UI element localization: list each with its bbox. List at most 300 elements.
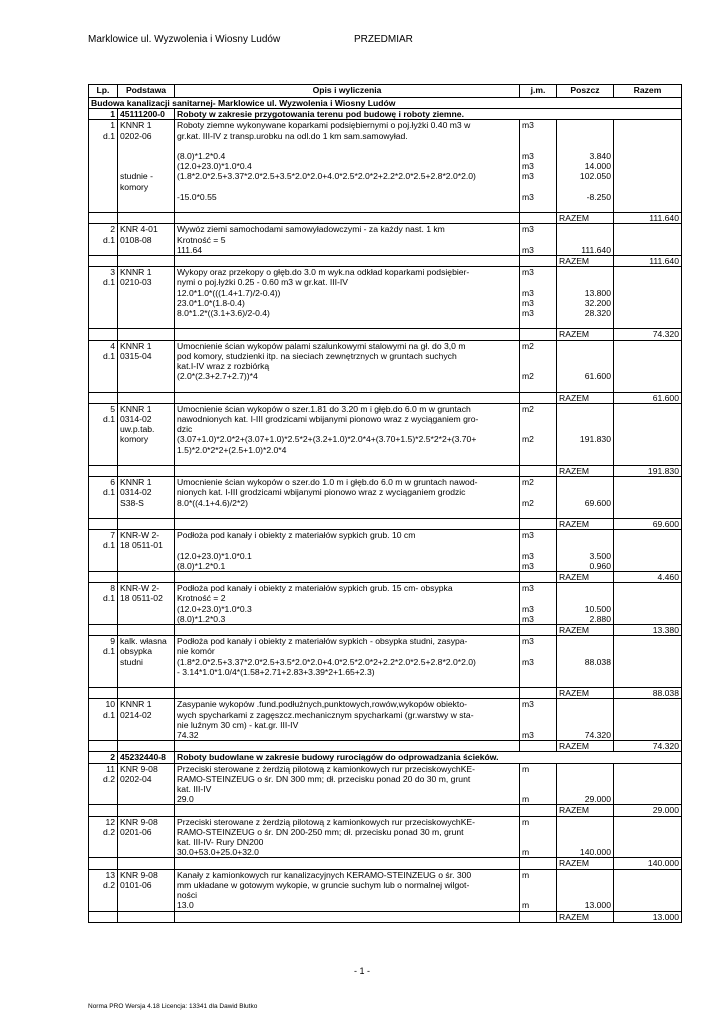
calc-jm: m3 xyxy=(522,730,534,741)
item-razem-cell xyxy=(614,120,682,213)
spacer xyxy=(177,540,517,550)
razem-label: RAZEM xyxy=(557,392,614,403)
item-lp-line: d.1 xyxy=(103,277,115,288)
razem-empty xyxy=(175,858,520,869)
item-podstawa xyxy=(118,816,175,858)
item-podstawa-line: KNR 9-08 xyxy=(120,869,158,880)
razem-row xyxy=(89,329,682,340)
spacer xyxy=(559,774,611,784)
razem-value: 61.600 xyxy=(614,392,682,403)
razem-label: RAZEM xyxy=(557,911,614,922)
item-lp-line: d.2 xyxy=(103,879,115,890)
calc-line: 74.32 xyxy=(177,730,199,741)
razem-row xyxy=(89,519,682,530)
item-description-line: Umocnienie ścian wykopów o szer.1.81 do 3.20 m i głęb.do 6.0 m w gruntach xyxy=(177,403,471,414)
item-description-line: mm układane w gotowym wykopie, w gruncie suchym lub o normalnej wilgot- xyxy=(177,879,470,890)
calc-jm: m xyxy=(522,847,530,858)
item-lp-line: d.1 xyxy=(103,130,115,141)
item-description-line: wych spycharkami z zagęszcz.mechanicznym spycharkami (gr.warstwy w sta- xyxy=(177,709,474,720)
spacer xyxy=(522,890,554,900)
razem-value: 111.640 xyxy=(614,213,682,224)
section-number: 1 xyxy=(89,109,118,120)
item-lp xyxy=(89,477,118,519)
calc-value: 13.000 xyxy=(584,900,611,911)
item-lp xyxy=(89,224,118,256)
item-poszcz xyxy=(557,636,614,688)
spacer xyxy=(522,131,554,141)
spacer xyxy=(522,593,554,603)
item-podstawa xyxy=(118,583,175,625)
item-jm-line: m3 xyxy=(522,224,534,235)
item-lp-line: 1 xyxy=(110,120,115,131)
calc-jm: m3 xyxy=(522,287,534,298)
col-header-razem: Razem xyxy=(614,85,682,98)
item-row xyxy=(89,340,682,392)
razem-empty xyxy=(175,911,520,922)
razem-empty xyxy=(118,519,175,530)
calc-jm: m3 xyxy=(522,560,534,571)
spacer xyxy=(559,699,611,709)
razem-value: 140.000 xyxy=(614,858,682,869)
item-podstawa-line: komory xyxy=(120,434,149,445)
item-description-line: Podłoża pod kanały i obiekty z materiałów sypkich grub. 10 cm xyxy=(177,530,416,541)
item-podstawa-line: S38-S xyxy=(120,497,144,508)
item-description-line: nie luźnym 30 cm) - kat.gr. III-IV xyxy=(177,719,299,730)
item-poszcz xyxy=(557,530,614,572)
calc-line: 8.0*1.2*((3.1+3.6)/2-0.4) xyxy=(177,308,270,319)
item-row xyxy=(89,120,682,213)
item-podstawa-line: 18 0511-01 xyxy=(120,540,163,551)
razem-empty xyxy=(89,256,118,267)
calc-jm: m3 xyxy=(522,603,534,614)
item-podstawa-line: KNNR 1 xyxy=(120,340,152,351)
section-title: Roboty budowlane w zakresie budowy rurociągów do odprowadzania ścieków. xyxy=(175,752,682,763)
item-description-line: kat. III-IV xyxy=(177,784,212,795)
item-podstawa-line: KNR 4-01 xyxy=(120,224,158,235)
item-jm-line: m3 xyxy=(522,267,534,278)
item-podstawa-line: 0202-04 xyxy=(120,773,152,784)
spacer xyxy=(522,318,554,328)
item-podstawa-line: 0315-04 xyxy=(120,350,152,361)
item-lp xyxy=(89,636,118,688)
item-lp-line: 10 xyxy=(105,699,115,710)
item-lp-line: 12 xyxy=(105,816,115,827)
razem-empty xyxy=(118,256,175,267)
razem-empty xyxy=(118,625,175,636)
col-header-poszcz: Poszcz xyxy=(557,85,614,98)
item-description xyxy=(175,477,520,519)
calc-jm: m3 xyxy=(522,308,534,318)
razem-label: RAZEM xyxy=(557,466,614,477)
razem-empty xyxy=(175,741,520,752)
item-description xyxy=(175,340,520,392)
item-description xyxy=(175,763,520,805)
item-jm-line: m xyxy=(522,816,530,827)
item-description-line: Podłoża pod kanały i obiekty z materiałów sypkich grub. 15 cm- obsypka xyxy=(177,583,453,594)
title-row xyxy=(89,98,682,109)
item-lp-line: d.1 xyxy=(103,487,115,498)
item-poszcz xyxy=(557,224,614,256)
item-poszcz xyxy=(557,763,614,805)
license-footer: Norma PRO Wersja 4.18 Licencja: 13341 dla Dawid Blutko xyxy=(88,1003,258,1010)
item-podstawa xyxy=(118,763,175,805)
razem-label: RAZEM xyxy=(557,688,614,699)
item-razem-cell xyxy=(614,869,682,911)
item-podstawa-line: KNNR 1 xyxy=(120,699,152,710)
item-lp xyxy=(89,267,118,329)
spacer xyxy=(522,540,554,550)
spacer xyxy=(559,508,611,518)
spacer xyxy=(559,202,611,212)
spacer xyxy=(522,351,554,361)
spacer xyxy=(559,341,611,351)
item-description-line: Przeciski sterowane z żerdzią pilotową z kamionkowych rur przeciskowychKE- xyxy=(177,816,476,827)
item-description-line: Roboty ziemne wykonywane koparkami podsiębiernymi o poj.łyżki 0.40 m3 w xyxy=(177,120,471,131)
spacer xyxy=(559,131,611,141)
razem-empty xyxy=(520,256,557,267)
razem-label: RAZEM xyxy=(557,213,614,224)
calc-line: 111.64 xyxy=(177,244,203,255)
razem-empty xyxy=(520,572,557,583)
razem-value: 74.320 xyxy=(614,741,682,752)
razem-empty xyxy=(175,805,520,816)
item-description xyxy=(175,403,520,465)
calc-jm: m xyxy=(522,900,530,911)
item-description-line: dzic xyxy=(177,424,193,435)
calc-value: 102.050 xyxy=(579,171,611,182)
razem-empty xyxy=(118,741,175,752)
item-jm xyxy=(520,699,557,741)
item-description xyxy=(175,869,520,911)
item-podstawa xyxy=(118,699,175,741)
item-podstawa xyxy=(118,530,175,572)
spacer xyxy=(120,151,172,161)
razem-empty xyxy=(89,805,118,816)
spacer xyxy=(559,720,611,730)
calc-jm: m3 xyxy=(522,613,534,624)
razem-label: RAZEM xyxy=(557,805,614,816)
item-poszcz xyxy=(557,699,614,741)
calc-value: 13.800 xyxy=(584,287,611,298)
item-razem-cell xyxy=(614,403,682,465)
item-lp-line: d.1 xyxy=(103,350,115,361)
item-description xyxy=(175,816,520,858)
item-razem-cell xyxy=(614,477,682,519)
item-row xyxy=(89,267,682,329)
razem-empty xyxy=(89,329,118,340)
spacer xyxy=(559,784,611,794)
item-description xyxy=(175,120,520,213)
calc-line: (12.0+23.0)*1.0*0.4 xyxy=(177,161,252,172)
spacer xyxy=(522,784,554,794)
razem-label: RAZEM xyxy=(557,572,614,583)
item-podstawa xyxy=(118,477,175,519)
item-description-line: Umocnienie ścian wykopów o szer.do 1.0 m i głęb.do 6.0 m w gruntach nawod- xyxy=(177,477,478,488)
calc-jm: m3 xyxy=(522,161,534,172)
item-description xyxy=(175,636,520,688)
calc-value: 111.640 xyxy=(581,244,611,255)
item-row xyxy=(89,763,682,805)
razem-empty xyxy=(520,519,557,530)
razem-row xyxy=(89,688,682,699)
calc-jm: m3 xyxy=(522,244,534,255)
calc-line: (8.0)*1.2*0.3 xyxy=(177,613,226,624)
item-podstawa-line: 0210-03 xyxy=(120,277,152,288)
spacer xyxy=(559,277,611,287)
calc-line: (8.0)*1.2*0.1 xyxy=(177,560,226,571)
razem-row xyxy=(89,572,682,583)
razem-empty xyxy=(118,392,175,403)
calc-value: 61.600 xyxy=(584,371,611,382)
item-lp-line: d.1 xyxy=(103,646,115,657)
spacer xyxy=(559,710,611,720)
item-lp-line: 6 xyxy=(110,477,115,488)
item-lp-line: d.1 xyxy=(103,414,115,425)
calc-value: 88.038 xyxy=(584,656,611,667)
calc-jm: m3 xyxy=(522,550,534,561)
calc-value: -8.250 xyxy=(586,191,611,202)
item-row xyxy=(89,699,682,741)
razem-value: 13.000 xyxy=(614,911,682,922)
spacer xyxy=(559,827,611,837)
spacer xyxy=(559,593,611,603)
razem-row xyxy=(89,741,682,752)
razem-empty xyxy=(118,466,175,477)
razem-empty xyxy=(89,213,118,224)
item-jm-line: m3 xyxy=(522,530,534,541)
item-podstawa-line: 18 0511-02 xyxy=(120,593,163,604)
item-description-line: Krotność = 2 xyxy=(177,593,226,604)
item-jm-line: m3 xyxy=(522,636,534,647)
item-poszcz xyxy=(557,403,614,465)
calc-line: (12.0+23.0)*1.0*0.1 xyxy=(177,550,252,561)
item-lp-line: 11 xyxy=(106,763,115,774)
item-lp-line: d.1 xyxy=(103,234,115,245)
calc-value: 29.000 xyxy=(584,794,611,805)
spacer xyxy=(522,455,554,465)
razem-empty xyxy=(89,572,118,583)
spacer xyxy=(559,890,611,900)
item-razem-cell xyxy=(614,530,682,572)
item-jm xyxy=(520,816,557,858)
calc-line: 13.0 xyxy=(177,900,194,911)
item-jm-line: m2 xyxy=(522,340,534,351)
razem-empty xyxy=(175,392,520,403)
item-row xyxy=(89,477,682,519)
item-podstawa-line: KNNR 1 xyxy=(120,267,152,278)
item-podstawa-line: komory xyxy=(120,181,149,192)
calc-jm: m3 xyxy=(522,171,534,182)
item-podstawa-line: 0101-06 xyxy=(120,879,152,890)
calc-line: 23.0*1.0*(1.8-0.4) xyxy=(177,297,245,308)
item-podstawa-line: 0201-06 xyxy=(120,826,152,837)
razem-empty xyxy=(520,911,557,922)
item-poszcz xyxy=(557,816,614,858)
calc-jm: m2 xyxy=(522,434,534,445)
item-jm-line: m3 xyxy=(522,583,534,594)
razem-value: 13.380 xyxy=(614,625,682,636)
razem-empty xyxy=(89,466,118,477)
razem-empty xyxy=(118,688,175,699)
item-podstawa-line: KNNR 1 xyxy=(120,477,152,488)
spacer xyxy=(177,381,517,391)
spacer xyxy=(522,880,554,890)
calc-line: 8.0*((4.1+4.6)/2*2) xyxy=(177,497,248,508)
calc-value: 28.320 xyxy=(584,307,611,318)
razem-empty xyxy=(89,392,118,403)
spacer xyxy=(177,455,517,465)
spacer xyxy=(559,540,611,550)
item-podstawa xyxy=(118,636,175,688)
item-jm-line: m2 xyxy=(522,477,534,488)
calc-line: 30.0+53.0+25.0+32.0 xyxy=(177,847,259,858)
spacer xyxy=(559,870,611,880)
item-description-line: nymi o poj.łyżki 0.25 - 0.60 m3 w gr.kat. III-IV xyxy=(177,277,348,288)
item-description-line: nie komór xyxy=(177,646,215,657)
section-row xyxy=(89,109,682,120)
item-lp xyxy=(89,816,118,858)
item-description-line: RAMO-STEINZEUG o śr. DN 300 mm; dł. przecisku ponad 20 do 30 m, grunt xyxy=(177,773,471,784)
calc-line: 1.5)*2.0*2*2+(2.5+1.0)*2.0*4 xyxy=(177,444,287,455)
spacer xyxy=(559,445,611,455)
spacer xyxy=(559,667,611,677)
item-jm-line: m3 xyxy=(522,699,534,710)
calc-value: 3.500 xyxy=(589,550,611,561)
item-jm xyxy=(520,636,557,688)
spacer xyxy=(559,141,611,151)
spacer xyxy=(559,583,611,593)
razem-value: 29.000 xyxy=(614,805,682,816)
item-description xyxy=(175,699,520,741)
razem-row xyxy=(89,625,682,636)
item-poszcz xyxy=(557,583,614,625)
section-title: Roboty w zakresie przygotowania terenu pod budowę i roboty ziemne. xyxy=(175,109,682,120)
item-podstawa-line: KNR-W 2- xyxy=(120,583,160,594)
item-podstawa-line: studnie - xyxy=(120,171,153,182)
document-header-left: Marklowice ul. Wyzwolenia i Wiosny Ludów xyxy=(88,34,281,45)
item-description-line: gr.kat. III-IV z transp.urobku na odl.do 1 km sam.samowyład. xyxy=(177,130,408,141)
spacer xyxy=(559,404,611,414)
calc-jm: m3 xyxy=(522,656,534,667)
item-lp-line: d.1 xyxy=(103,593,115,604)
item-razem-cell xyxy=(614,699,682,741)
razem-label: RAZEM xyxy=(557,256,614,267)
item-description-line: RAMO-STEINZEUG o śr. DN 200-250 mm; dł. przecisku ponad 30 m, grunt xyxy=(177,826,464,837)
item-lp-line: d.1 xyxy=(103,540,115,551)
item-podstawa-line: KNNR 1 xyxy=(120,120,152,131)
razem-label: RAZEM xyxy=(557,329,614,340)
item-jm xyxy=(520,267,557,329)
col-header-podstawa: Podstawa xyxy=(118,85,175,98)
item-lp xyxy=(89,583,118,625)
section-code: 45232440-8 xyxy=(118,752,175,763)
spacer xyxy=(522,381,554,391)
col-header-jm: j.m. xyxy=(520,85,557,98)
col-header-opis: Opis i wyliczenia xyxy=(175,85,520,98)
spacer xyxy=(559,351,611,361)
razem-empty xyxy=(175,213,520,224)
calc-line: - 3.14*1.0*1.0/4*(1.58+2.71+2.83+3.39*2+1.65+2.3) xyxy=(177,666,375,677)
razem-empty xyxy=(520,329,557,340)
spacer xyxy=(559,267,611,277)
calc-line: (3.07+1.0)*2.0*2+(3.07+1.0)*2.5*2+(3.2+1.0)*2.0*4+(3.70+1.5)*2.5*2*2+(3.70+ xyxy=(177,434,477,445)
calc-value: 32.200 xyxy=(584,297,611,308)
calc-jm: m3 xyxy=(522,150,534,161)
spacer xyxy=(559,817,611,827)
item-description xyxy=(175,583,520,625)
spacer xyxy=(177,677,517,687)
spacer xyxy=(522,424,554,434)
item-podstawa xyxy=(118,120,175,213)
calc-line: 29.0 xyxy=(177,794,194,805)
item-podstawa-line: 0314-02 xyxy=(120,487,152,498)
item-jm xyxy=(520,403,557,465)
item-razem-cell xyxy=(614,636,682,688)
item-podstawa-line: 0214-02 xyxy=(120,709,152,720)
spacer xyxy=(559,477,611,487)
item-poszcz xyxy=(557,869,614,911)
item-lp-line: 4 xyxy=(110,340,115,351)
razem-empty xyxy=(118,858,175,869)
item-description-line: kat.I-IV wraz z rozbiórką xyxy=(177,361,270,372)
item-podstawa-line: obsypka xyxy=(120,646,153,657)
calc-value: 10.500 xyxy=(584,603,611,614)
calc-jm: m xyxy=(522,794,530,805)
spacer xyxy=(559,677,611,687)
item-razem-cell xyxy=(614,224,682,256)
calc-jm: m3 xyxy=(522,297,534,308)
razem-row xyxy=(89,392,682,403)
razem-empty xyxy=(89,688,118,699)
razem-label: RAZEM xyxy=(557,625,614,636)
item-lp-line: 9 xyxy=(110,636,115,647)
item-razem-cell xyxy=(614,340,682,392)
item-razem-cell xyxy=(614,763,682,805)
razem-label: RAZEM xyxy=(557,858,614,869)
item-lp-line: d.1 xyxy=(103,709,115,720)
item-row xyxy=(89,636,682,688)
item-row xyxy=(89,403,682,465)
spacer xyxy=(559,424,611,434)
calc-value: 2.880 xyxy=(589,613,611,624)
spacer xyxy=(120,141,172,151)
spacer xyxy=(177,318,517,328)
item-lp xyxy=(89,763,118,805)
item-description-line: Podłoża pod kanały i obiekty z materiałów sypkich - obsypka studni, zasypa- xyxy=(177,636,468,647)
calc-value: 74.320 xyxy=(584,730,611,740)
spacer xyxy=(559,120,611,130)
spacer xyxy=(522,277,554,287)
spacer xyxy=(522,837,554,847)
item-jm-line: m2 xyxy=(522,403,534,414)
item-podstawa xyxy=(118,403,175,465)
spacer xyxy=(522,508,554,518)
item-razem-cell xyxy=(614,583,682,625)
document-header-right: PRZEDMIAR xyxy=(354,34,413,45)
razem-empty xyxy=(520,805,557,816)
calc-line: (1.8*2.0*2.5+3.37*2.0*2.5+3.5*2.0*2.0+4.0*2.5*2.0*2+2.2*2.0*2.5+2.8*2.0*2.0) xyxy=(177,171,476,182)
item-podstawa-line: KNR-W 2- xyxy=(120,530,160,541)
item-lp-line: d.2 xyxy=(103,826,115,837)
item-podstawa-line: 0314-02 xyxy=(120,414,152,425)
item-description-line: Kanały z kamionkowych rur kanalizacyjnych KERAMO-STEINZEUG o śr. 300 xyxy=(177,869,472,880)
spacer xyxy=(522,445,554,455)
razem-empty xyxy=(175,625,520,636)
item-description-line: Krotność = 5 xyxy=(177,234,226,245)
item-lp xyxy=(89,699,118,741)
razem-value: 4.460 xyxy=(614,572,682,583)
item-row xyxy=(89,530,682,572)
